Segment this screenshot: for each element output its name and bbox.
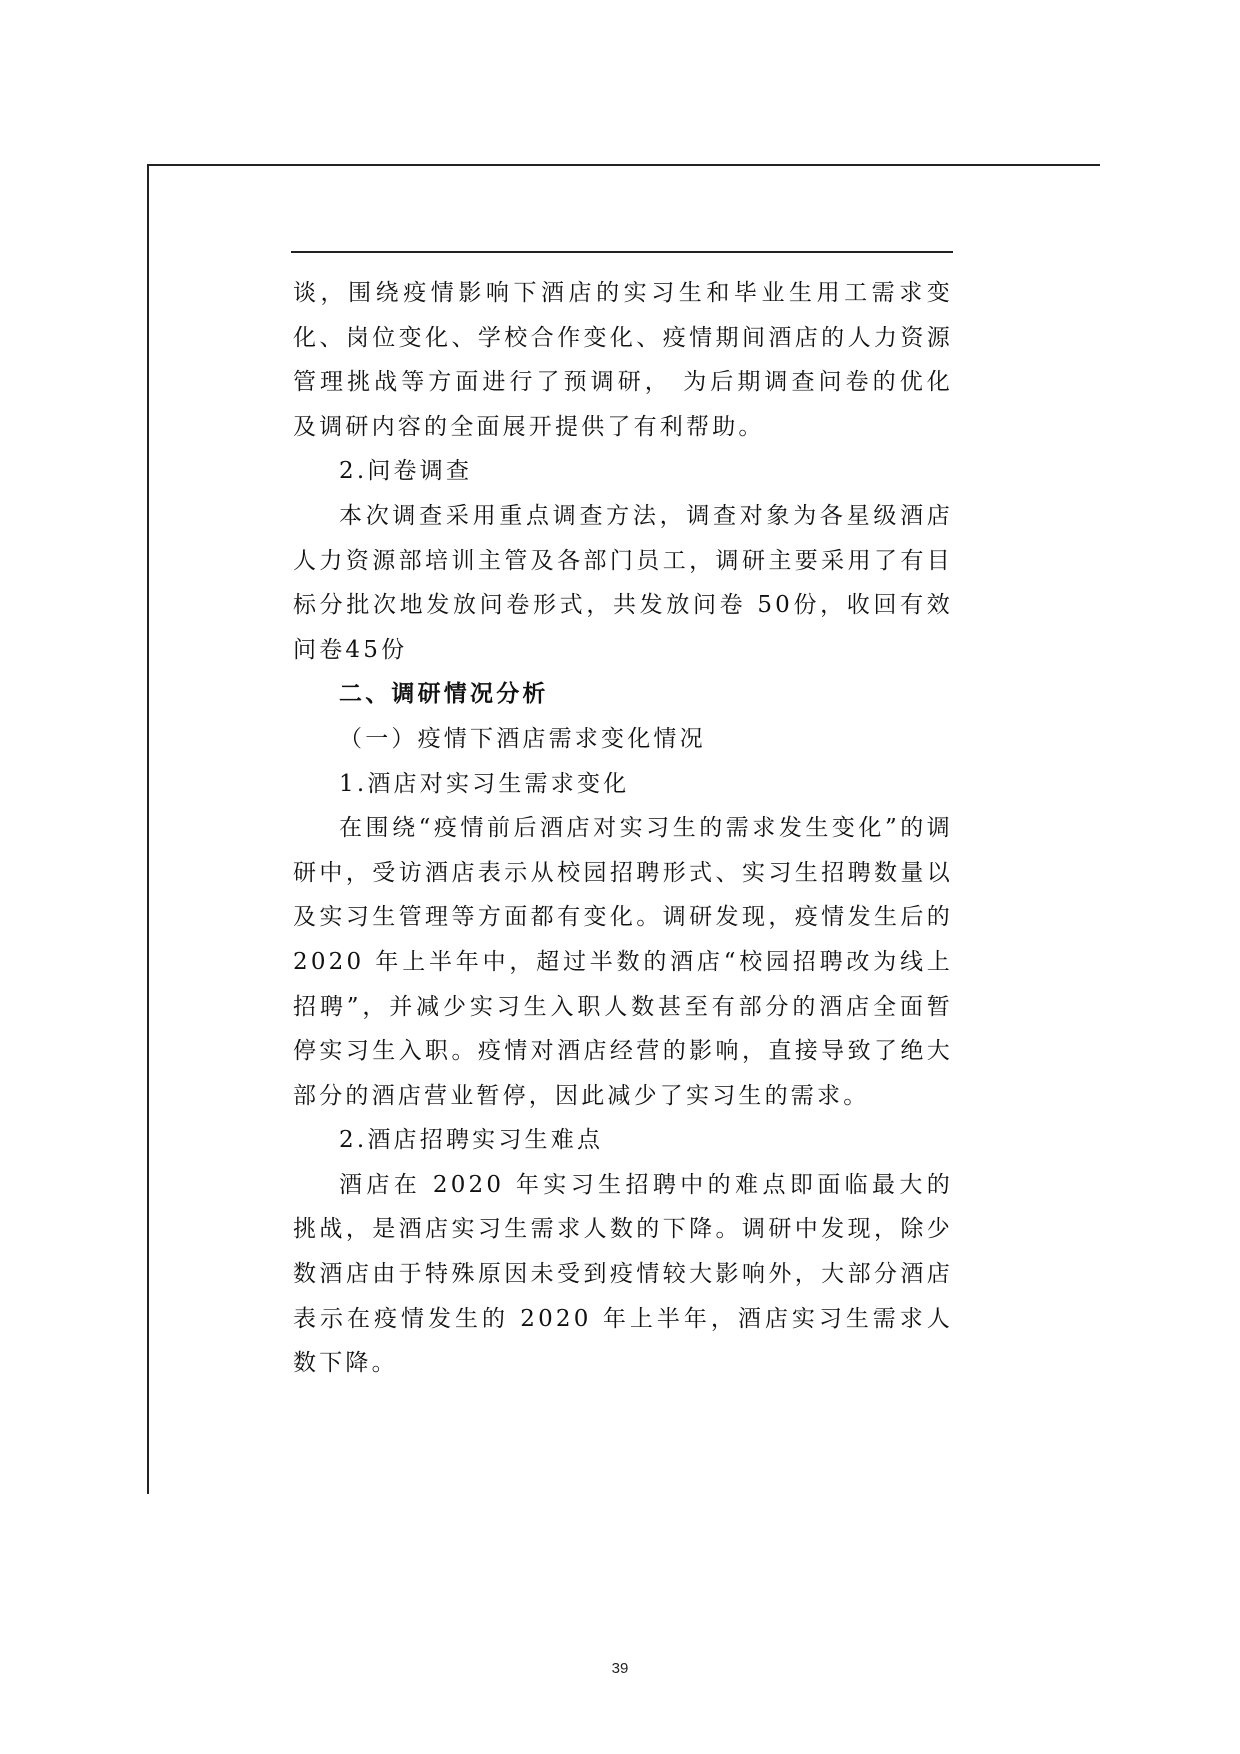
header-rule [291, 251, 953, 253]
subheading: （一）疫情下酒店需求变化情况 [339, 725, 706, 752]
document-body [293, 271, 953, 1386]
subheading: 2.问卷调查 [339, 458, 473, 485]
frame-top-border [147, 164, 1100, 166]
paragraph: 谈，围绕疫情影响下酒店的实习生和毕业生用工需求变化、岗位变化、学校合作变化、疫情期间酒店的人力资源管理挑战等方面进行了预调研， 为后期调查问卷的优化及调研内容的全面展开提供了有利帮助。 [293, 280, 953, 440]
subheading: 1.酒店对实习生需求变化 [339, 770, 630, 797]
paragraph: 在围绕“疫情前后酒店对实习生的需求发生变化”的调研中，受访酒店表示从校园招聘形式、实习生招聘数量以及实习生管理等方面都有变化。调研发现，疫情发生后的2020 年上半年中，超过半数的酒店“校园招聘改为线上招聘”，并减少实习生入职人数甚至有部分的酒店全面暂停实习生入职。疫情对酒店经营的影响，直接导致了绝大部分的酒店营业暂停，因此减少了实习生的需求。 [293, 815, 953, 1109]
paragraph: 酒店在 2020 年实习生招聘中的难点即面临最大的挑战，是酒店实习生需求人数的下降。调研中发现，除少数酒店由于特殊原因未受到疫情较大影响外，大部分酒店表示在疫情发生的 2020 年上半年，酒店实习生需求人数下降。 [293, 1171, 953, 1377]
frame-left-border [147, 164, 149, 1494]
subheading: 2.酒店招聘实习生难点 [339, 1127, 604, 1154]
section-heading: 二、调研情况分析 [339, 681, 549, 708]
page-number: 39 [611, 1660, 629, 1677]
paragraph: 本次调查采用重点调查方法，调查对象为各星级酒店人力资源部培训主管及各部门员工，调研主要采用了有目标分批次地发放问卷形式，共发放问卷 50份，收回有效问卷45份 [293, 502, 953, 663]
